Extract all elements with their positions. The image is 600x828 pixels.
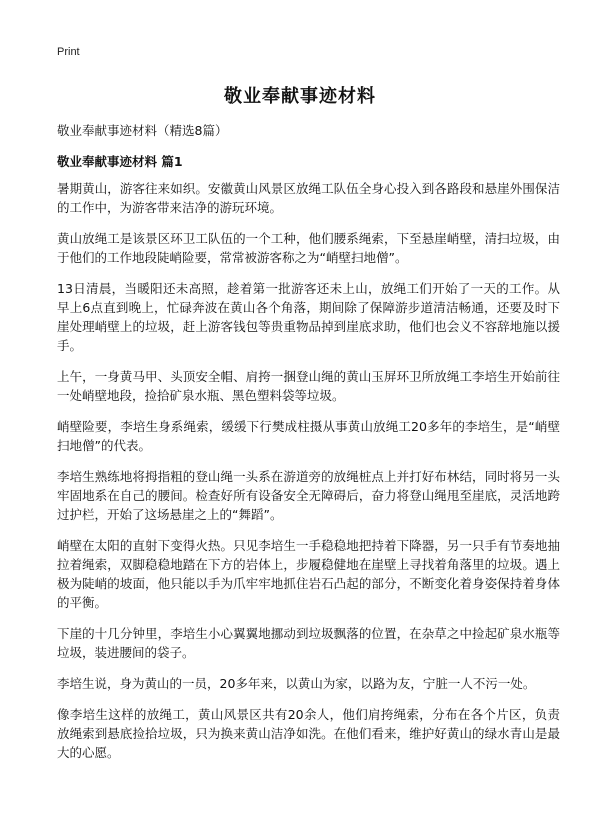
document-subtitle: 敬业奉献事迹材料（精选8篇）: [57, 123, 228, 138]
paragraph: 下崖的十几分钟里，李培生小心翼翼地挪动到垃圾飘落的位置，在杂草之中捡起矿泉水瓶等垃圾，装进腰间的袋子。: [57, 626, 560, 660]
paragraph: 李培生熟练地将拇指粗的登山绳一头系在游道旁的放绳桩点上并打好布林结，同时将另一头牢固地系在自己的腰间。检查好所有设备安全无障碍后，奋力将登山绳甩至崖底，灵活地跨过护栏，开始了这场悬崖之上的“舞蹈”。: [57, 469, 560, 522]
paragraph: 峭壁在太阳的直射下变得火热。只见李培生一手稳稳地把持着下降器，另一只手有节奏地抽拉着绳索，双脚稳稳地踏在下方的岩体上，步履稳健地在崖壁上寻找着角落里的垃圾。遇上极为陡峭的坡面，他只能以手为爪牢牢地抓住岩石凸起的部分，不断变化着身姿保持着身体的平衡。: [57, 538, 560, 610]
paragraph: 像李培生这样的放绳工，黄山风景区共有20余人，他们肩挎绳索，分布在各个片区，负责放绳索到悬底捡拾垃圾，只为换来黄山洁净如洗。在他们看来，维护好黄山的绿水青山是最大的心愿。: [57, 707, 560, 760]
section-heading: 敬业奉献事迹材料 篇1: [57, 154, 183, 169]
paragraph: 峭壁险要，李培生身系绳索，缓缓下行樊成柱摄从事黄山放绳工20多年的李培生，是“峭壁扫地僧”的代表。: [57, 419, 560, 453]
paragraph: 李培生说，身为黄山的一员，20多年来，以黄山为家，以路为友，宁脏一人不污一处。: [57, 676, 536, 691]
paragraph: 暑期黄山，游客往来如织。安徽黄山风景区放绳工队伍全身心投入到各路段和悬崖外围保洁的工作中，为游客带来洁净的游玩环境。: [57, 181, 560, 215]
paragraph: 黄山放绳工是该景区环卫工队伍的一个工种，他们腰系绳索，下至悬崖峭壁，清扫垃圾，由于他们的工作地段陡峭险要，常常被游客称之为“峭壁扫地僧”。: [57, 231, 560, 265]
paragraph: 上午，一身黄马甲、头顶安全帽、肩挎一捆登山绳的黄山玉屏环卫所放绳工李培生开始前往一处峭壁地段，捡拾矿泉水瓶、黑色塑料袋等垃圾。: [57, 369, 560, 403]
document-body: [57, 179, 560, 774]
page-title: 敬业奉献事迹材料: [224, 86, 376, 107]
paragraph: 13日清晨，当暖阳还未高照，趁着第一批游客还未上山，放绳工们开始了一天的工作。从早上6点直到晚上，忙碌奔波在黄山各个角落，期间除了保障游步道清洁畅通，还要及时下崖处理峭壁上的垃圾，赶上游客钱包等贵重物品掉到崖底求助，他们也会义不容辞地施以援手。: [57, 281, 560, 353]
print-link[interactable]: Print: [57, 46, 80, 58]
